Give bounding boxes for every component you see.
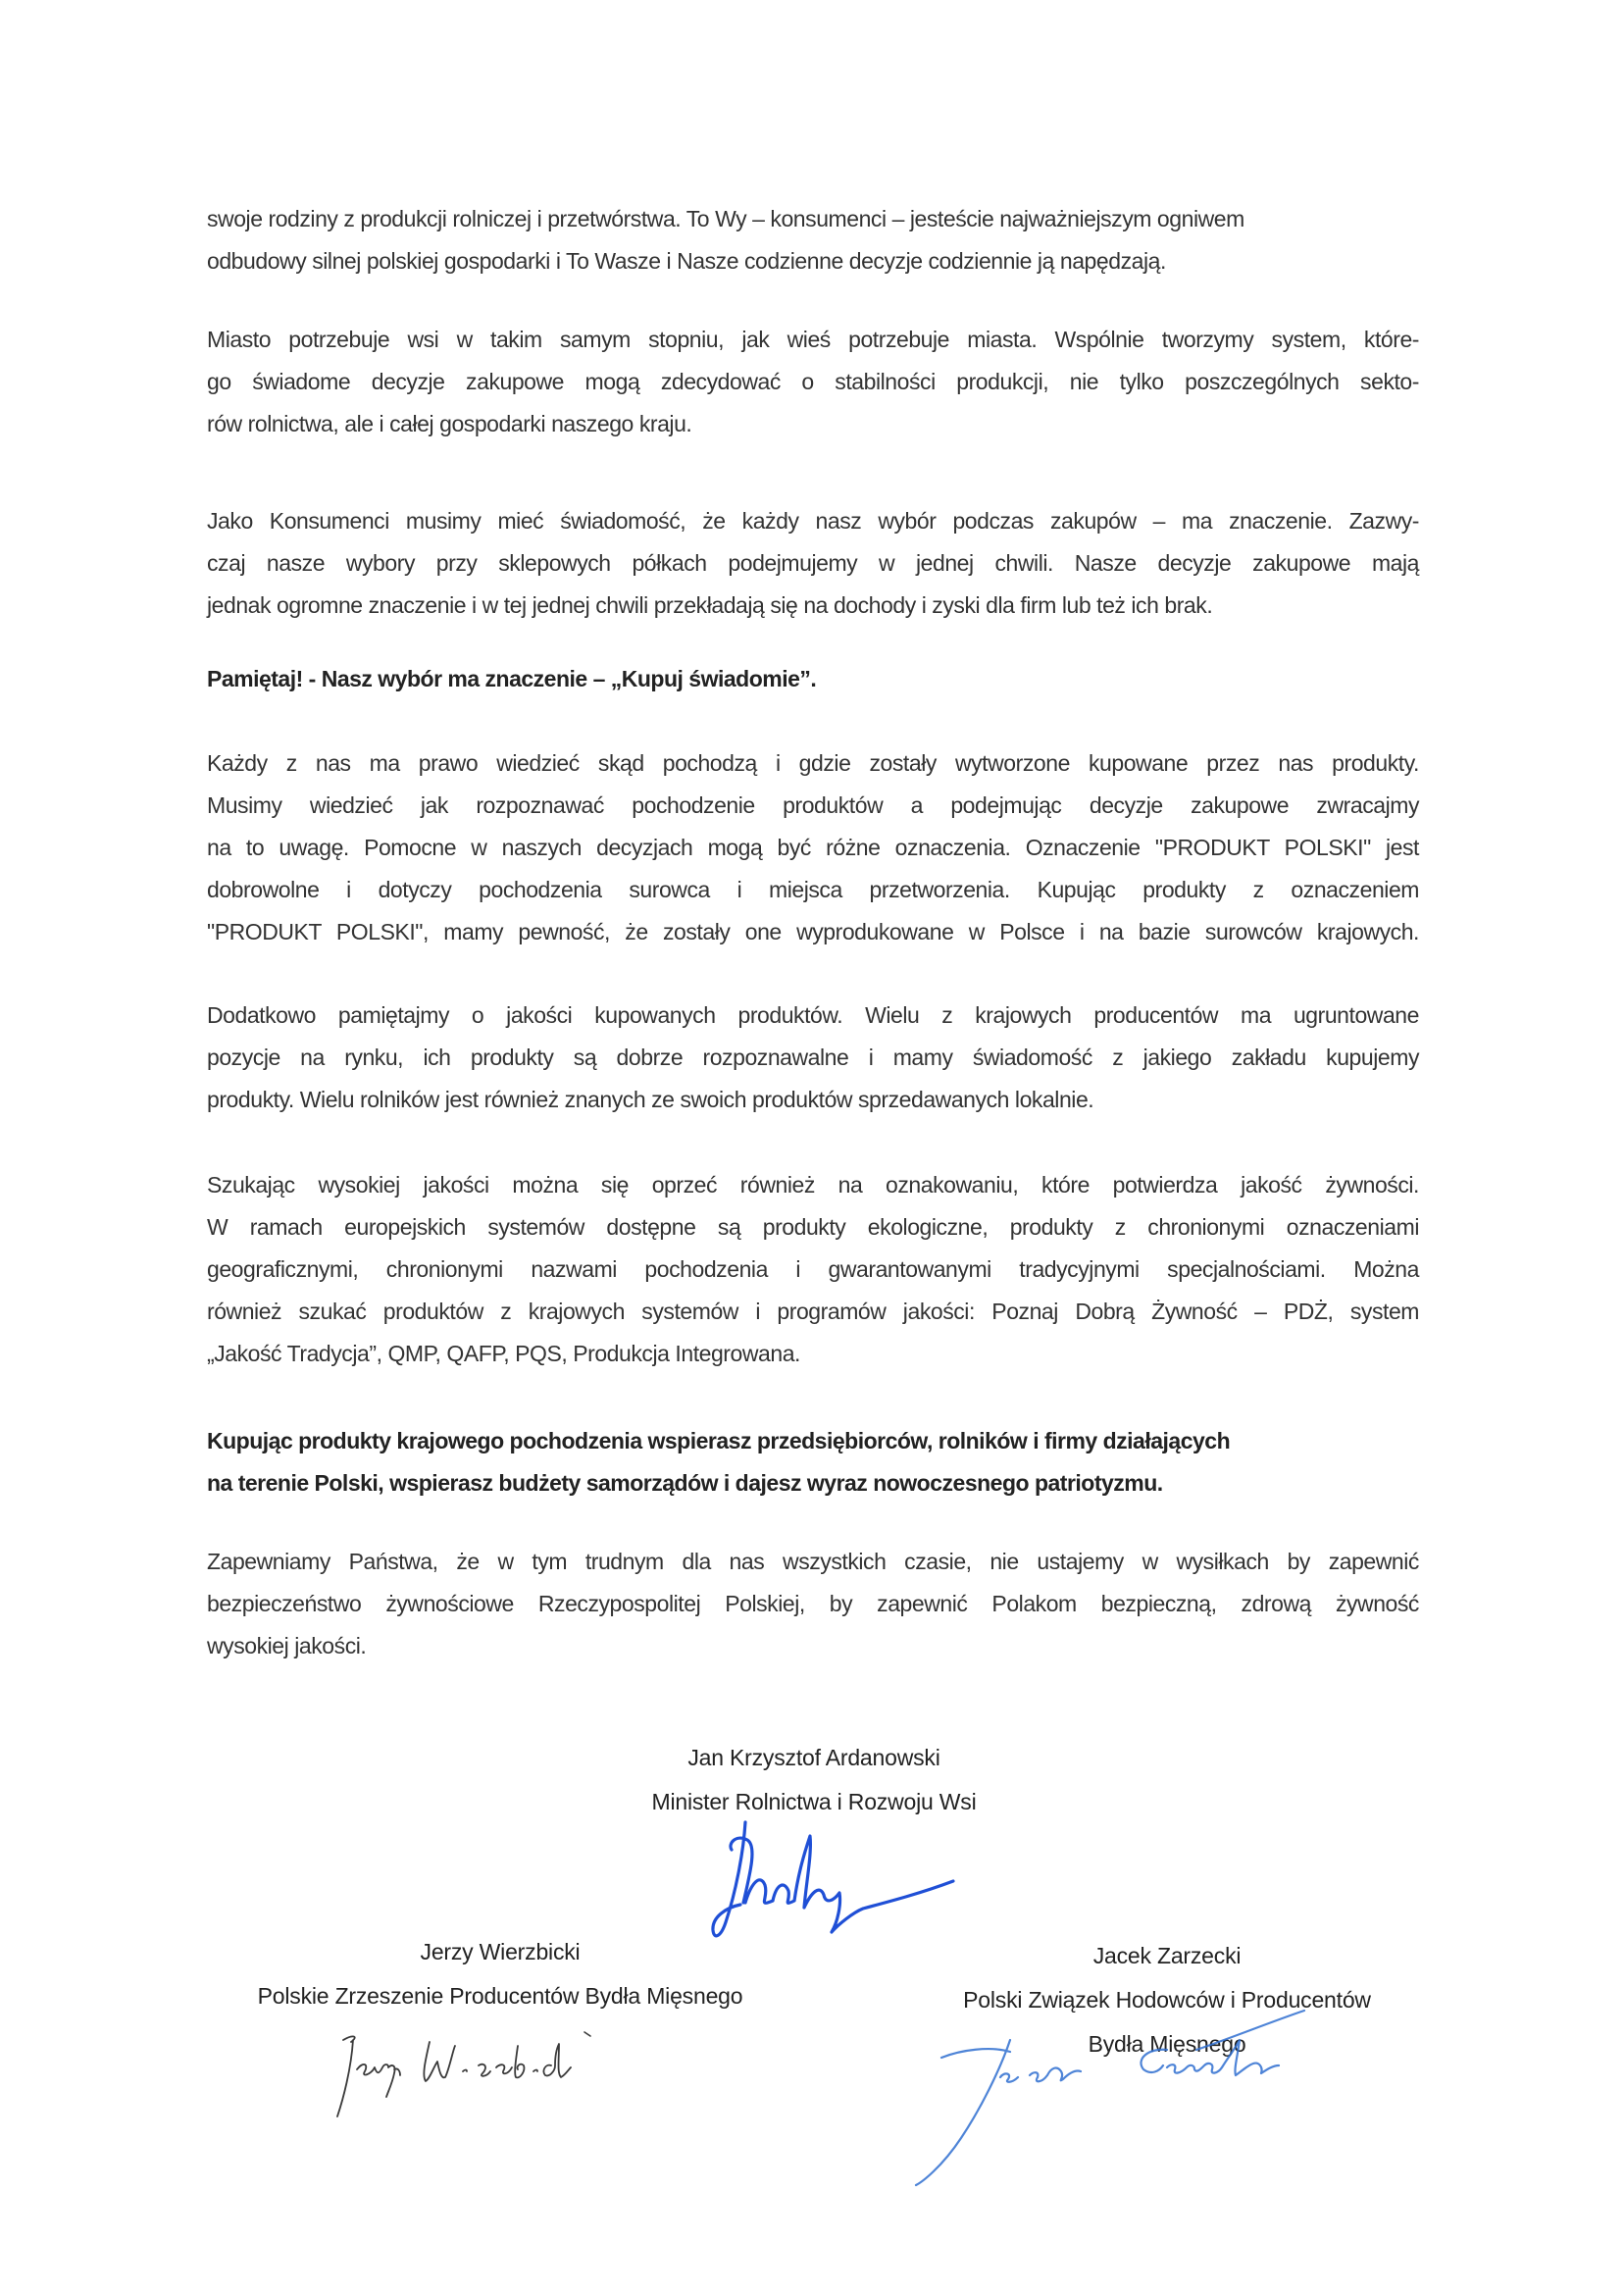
text-line: Każdy z nas ma prawo wiedzieć skąd pochodzą i gdzie zostały wytworzone kupowane przez nas produkty. xyxy=(207,750,1419,776)
paragraph-quality-labels xyxy=(207,1164,1419,1375)
paragraph-food-security xyxy=(207,1541,1419,1667)
text-line: geograficznymi, chronionymi nazwami pochodzenia i gwarantowanymi tradycyjnymi specjalnościami. Można xyxy=(207,1256,1419,1282)
text-line: W ramach europejskich systemów dostępne są produkty ekologiczne, produkty z chronionymi oznaczeniami xyxy=(207,1214,1419,1240)
text-line: Miasto potrzebuje wsi w takim samym stopniu, jak wieś potrzebuje miasta. Wspólnie tworzymy system, które- xyxy=(207,327,1419,352)
text-line: odbudowy silnej polskiej gospodarki i To Wasze i Nasze codzienne decyzje codziennie ją napędzają. xyxy=(207,248,1166,274)
signature-stroke xyxy=(713,1822,953,1936)
signatory-minister xyxy=(549,1736,1079,1824)
text-line: bezpieczeństwo żywnościowe Rzeczypospolitej Polskiej, by zapewnić Polakom bezpieczną, zdrową żywność xyxy=(207,1591,1419,1616)
text-line: wysokiej jakości. xyxy=(207,1633,367,1658)
signature-wierzbicki xyxy=(324,2020,677,2128)
paragraph-city-village xyxy=(207,319,1419,445)
text-line: „Jakość Tradycja”, QMP, QAFP, PQS, Produkcja Integrowana. xyxy=(207,1341,800,1366)
paragraph-product-origin xyxy=(207,742,1419,953)
text-line: na to uwagę. Pomocne w naszych decyzjach mogą być różne oznaczenia. Oznaczenie "PRODUKT POLSKI" jest xyxy=(207,835,1419,860)
signature-ardanowski xyxy=(667,1814,961,1952)
text-line: również szukać produktów z krajowych systemów i programów jakości: Poznaj Dobrą Żywność – PDŻ, system xyxy=(207,1299,1419,1324)
heading-remember xyxy=(207,658,1419,700)
text-line: Musimy wiedzieć jak rozpoznawać pochodzenie produktów a podejmując decyzje zakupowe zwracajmy xyxy=(207,792,1419,818)
text-line: produkty. Wielu rolników jest również znanych ze swoich produktów sprzedawanych lokalnie. xyxy=(207,1087,1094,1112)
text-line: swoje rodziny z produkcji rolniczej i przetwórstwa. To Wy – konsumenci – jesteście najważniejszym ogniwem xyxy=(207,206,1244,231)
text-line: Kupując produkty krajowego pochodzenia wspierasz przedsiębiorców, rolników i firmy działających xyxy=(207,1428,1231,1453)
text-line: Dodatkowo pamiętajmy o jakości kupowanych produktów. Wielu z krajowych producentów ma ugruntowane xyxy=(207,1002,1419,1028)
signature-stroke xyxy=(916,2011,1304,2185)
paragraph-family-production xyxy=(207,198,1419,282)
signature-stroke xyxy=(337,2036,571,2116)
paragraph-product-quality xyxy=(207,994,1419,1121)
signatory-title: Bydła Mięsnego xyxy=(1088,2031,1246,2057)
text-line: Zapewniamy Państwa, że w tym trudnym dla nas wszystkich czasie, nie ustajemy w wysiłkach by zapewnić xyxy=(207,1549,1419,1574)
signatory-name: Jan Krzysztof Ardanowski xyxy=(687,1745,940,1770)
text-line: Szukając wysokiej jakości można się oprzeć również na oznakowaniu, które potwierdza jakość żywności. xyxy=(207,1172,1419,1198)
signatory-title: Minister Rolnictwa i Rozwoju Wsi xyxy=(651,1789,977,1814)
signatory-title: Polskie Zrzeszenie Producentów Bydła Mięsnego xyxy=(257,1983,743,2009)
text-line: pozycje na rynku, ich produkty są dobrze rozpoznawalne i mamy świadomość z jakiego zakładu kupujemy xyxy=(207,1045,1419,1070)
text-line: go świadome decyzje zakupowe mogą zdecydować o stabilności produkcji, nie tylko poszczególnych sekto- xyxy=(207,369,1419,394)
signature-zarzecki xyxy=(902,2011,1353,2187)
text-line: Jako Konsumenci musimy mieć świadomość, że każdy nasz wybór podczas zakupów – ma znaczenie. Zazwy- xyxy=(207,508,1419,534)
text-line: jednak ogromne znaczenie i w tej jednej chwili przekładają się na dochody i zyski dla firm lub też ich brak. xyxy=(207,592,1213,618)
signatory-name: Jerzy Wierzbicki xyxy=(420,1939,581,1964)
text-line: czaj nasze wybory przy sklepowych półkach podejmujemy w jednej chwili. Nasze decyzje zakupowe mają xyxy=(207,550,1419,576)
signatory-title: Polski Związek Hodowców i Producentów xyxy=(963,1987,1371,2013)
text-line: dobrowolne i dotyczy pochodzenia surowca i miejsca przetworzenia. Kupując produkty z oznaczeniem xyxy=(207,877,1419,902)
text-line: na terenie Polski, wspierasz budżety samorządów i dajesz wyraz nowoczesnego patriotyzmu. xyxy=(207,1470,1163,1496)
paragraph-consumer-awareness xyxy=(207,500,1419,627)
text-line: Pamiętaj! - Nasz wybór ma znaczenie – „Kupuj świadomie”. xyxy=(207,666,817,691)
text-line: "PRODUKT POLSKI", mamy pewność, że zostały one wyprodukowane w Polsce i na bazie surowców krajowych. xyxy=(207,919,1419,944)
text-line: rów rolnictwa, ale i całej gospodarki naszego kraju. xyxy=(207,411,692,436)
paragraph-support-domestic xyxy=(207,1420,1419,1504)
signature-stroke xyxy=(584,2032,590,2036)
signatory-name: Jacek Zarzecki xyxy=(1092,1943,1242,1968)
